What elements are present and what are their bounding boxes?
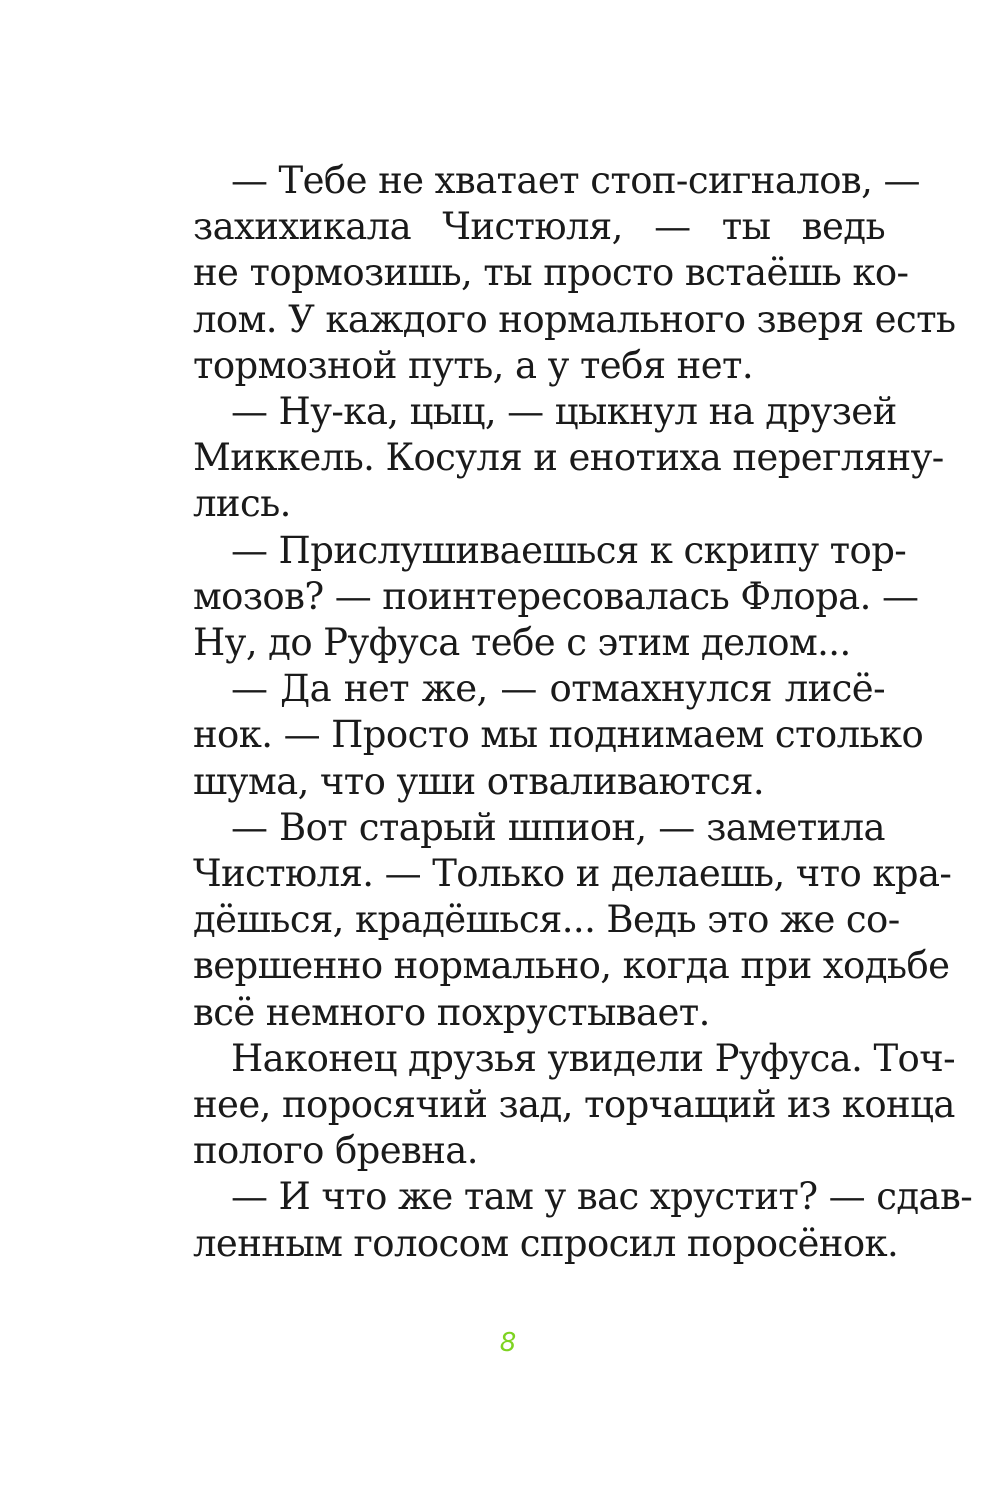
text-line: лись. (193, 482, 291, 526)
text-line: нок. — Просто мы поднимаем столько (193, 713, 924, 757)
text-line: не тормозишь, ты просто встаёшь ко- (193, 251, 909, 295)
paragraph-3 (193, 528, 919, 667)
paragraph-7 (193, 1174, 973, 1266)
paragraph-4 (193, 666, 924, 805)
text-line: — Тебе не хватает стоп-сигналов, — (231, 159, 920, 202)
text-line: тормозной путь, а у тебя нет. (193, 343, 754, 387)
text-line: — Ну-ка, цыц, — цыкнул на друзей (231, 390, 897, 434)
text-line: мозов? — поинтересовалась Флора. — (193, 574, 919, 618)
text-line: шума, что уши отваливаются. (193, 759, 765, 803)
text-line: нее, поросячий зад, торчащий из конца (193, 1083, 955, 1127)
text-line: захихикала Чистюля, — ты ведь (193, 205, 885, 249)
text-line: Ну, до Руфуса тебе с этим делом... (193, 621, 851, 665)
page-number: 8 (499, 1328, 517, 1358)
text-line: — И что же там у вас хрустит? — сдав- (231, 1175, 973, 1219)
text-line: полого бревна. (193, 1129, 478, 1173)
text-line: ленным голосом спросил поросёнок. (193, 1221, 899, 1265)
text-line: Чистюля. — Только и делаешь, что кра- (193, 852, 952, 896)
paragraph-2 (193, 389, 944, 528)
text-line: лом. У каждого нормального зверя есть (193, 297, 956, 341)
text-line: всё немного похрустывает. (193, 990, 710, 1034)
paragraph-5 (193, 805, 952, 1036)
text-line: вершенно нормально, когда при ходьбе (193, 944, 950, 988)
text-line: — Да нет же, — отмахнулся лисё- (231, 667, 885, 711)
paragraph-6 (193, 1036, 955, 1175)
text-line: Наконец друзья увидели Руфуса. Точ- (231, 1036, 955, 1080)
paragraph-1 (193, 158, 956, 389)
text-line: — Прислушиваешься к скрипу тор- (231, 528, 907, 572)
text-line: — Вот старый шпион, — заметила (231, 805, 885, 849)
text-line: дёшься, крадёшься... Ведь это же со- (193, 898, 900, 942)
text-line: Миккель. Косуля и енотиха перегляну- (193, 436, 944, 480)
body-text (193, 158, 973, 1267)
